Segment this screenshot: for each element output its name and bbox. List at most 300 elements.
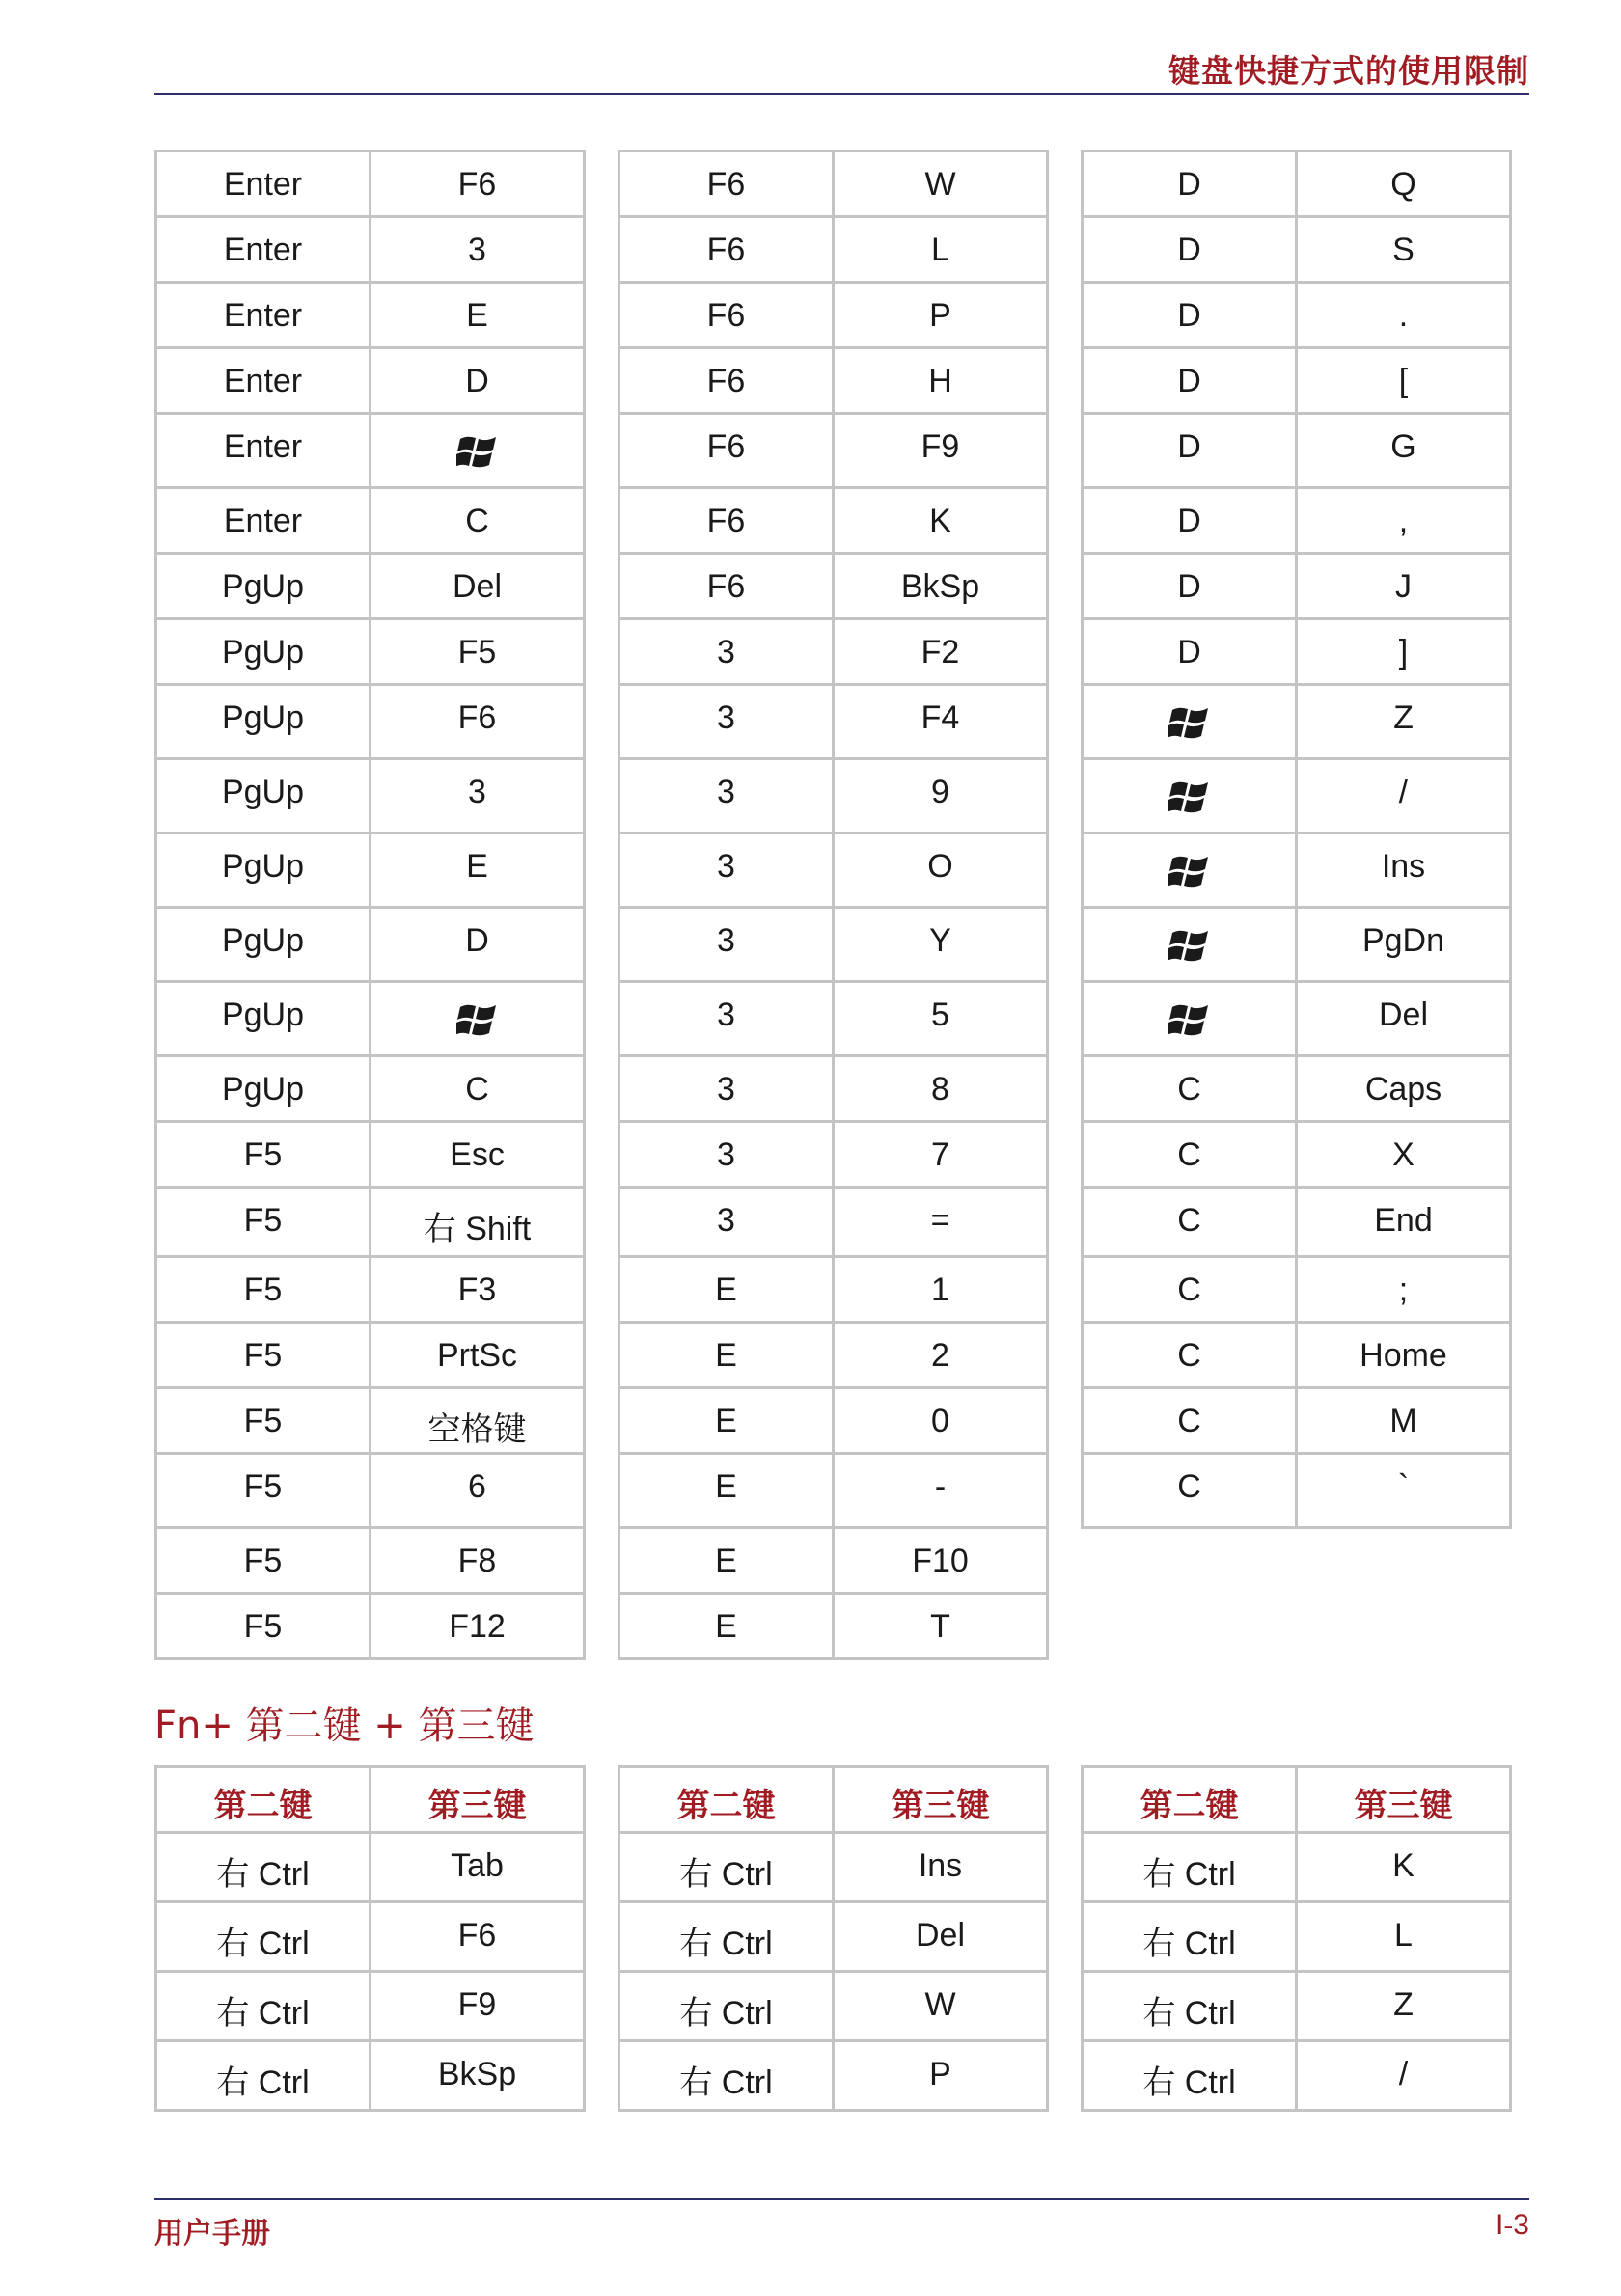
table-row [619,1972,1048,2041]
key-label: 8 [931,1071,949,1107]
first-key-cell [156,834,371,908]
table-row [1083,1188,1511,1257]
key-label: E [715,1337,737,1374]
table-row [156,1122,585,1188]
key-label: Z [1393,1986,1414,2023]
table-row [1083,1454,1511,1528]
key-label: E [715,1543,737,1579]
table-row [156,283,585,348]
table-row [1083,348,1511,414]
key-label: E [715,1271,737,1308]
third-key-cell [1297,1972,1511,2041]
key-label: F5 [243,1543,283,1579]
key-label: . [1398,297,1409,334]
key-label: D [1177,503,1201,539]
key-label: PgUp [221,634,305,670]
table-row [619,1454,1048,1528]
key-label: D [1177,166,1201,203]
table-row [619,488,1048,554]
second-key-cell [156,2041,371,2111]
second-key-cell [371,1323,585,1388]
second-key-cell [834,414,1048,488]
second-key-cell [371,217,585,283]
second-key-cell [834,348,1048,414]
second-key-cell [1083,1833,1297,1902]
key-label: 右 Ctrl [679,1995,773,2032]
table-row [156,151,585,217]
third-key-cell [1297,1833,1511,1902]
first-key-cell [156,1323,371,1388]
key-label: Tab [451,1847,504,1884]
table-header-row [1083,1767,1511,1833]
first-key-cell [619,1323,834,1388]
second-key-cell [619,2041,834,2111]
key-label: D [1177,568,1201,605]
key-label: W [924,166,956,203]
first-key-cell [156,217,371,283]
key-label: C [465,1071,489,1107]
first-key-cell [1083,1188,1297,1257]
key-label: C [1177,1337,1201,1374]
first-key-cell [1083,348,1297,414]
key-label: F3 [457,1271,497,1308]
second-key-cell [619,1902,834,1972]
key-label: F10 [912,1543,969,1579]
second-key-cell [834,283,1048,348]
second-key-cell [371,1122,585,1188]
second-key-cell [1297,217,1511,283]
key-label: K [1392,1847,1415,1884]
first-key-cell [1083,619,1297,685]
second-key-cell [371,414,585,488]
third-key-cell [371,1833,585,1902]
second-key-cell [834,982,1048,1056]
key-label: D [1177,363,1201,399]
key-label: M [1389,1403,1417,1439]
key-label: P [929,297,951,334]
first-key-cell [156,982,371,1056]
second-key-cell [834,554,1048,619]
key-label: Del [452,568,503,605]
key-label: 右 Ctrl [216,2064,310,2101]
first-key-cell [156,1454,371,1528]
third-key-header: 第三键 [1297,1767,1511,1833]
key-label: P [929,2056,951,2092]
table-row [619,2041,1048,2111]
key-label: PgUp [221,568,305,605]
table-row [619,348,1048,414]
table-row [156,348,585,414]
shortcut-table-1 [154,150,586,1660]
key-label: 3 [717,634,735,670]
key-label: F6 [706,503,746,539]
table-row [156,1388,585,1454]
first-key-cell [156,414,371,488]
table-row [1083,982,1511,1056]
key-label: Enter [223,232,303,268]
key-label: D [1177,232,1201,268]
second-key-cell [1297,619,1511,685]
key-label: Enter [223,166,303,203]
first-key-cell [1083,414,1297,488]
second-key-cell [1297,982,1511,1056]
key-label: ` [1397,1468,1410,1505]
first-key-cell [156,1257,371,1323]
first-key-cell [1083,1122,1297,1188]
second-key-cell [371,619,585,685]
key-label: D [465,363,489,399]
key-label: PgUp [221,848,305,885]
second-key-cell [1297,834,1511,908]
second-key-cell [371,554,585,619]
key-label: ] [1398,634,1409,670]
second-key-cell [834,1388,1048,1454]
first-key-cell [619,1257,834,1323]
key-label: D [1177,428,1201,465]
table-row [1083,2041,1511,2111]
table-row [156,834,585,908]
second-key-cell [834,834,1048,908]
key-label: 1 [931,1271,949,1308]
second-key-cell [371,1528,585,1594]
key-label: F4 [920,699,960,736]
fn-table-1 [154,1765,586,2112]
first-key-cell [156,1188,371,1257]
first-key-cell [156,685,371,759]
key-label: PgUp [221,997,305,1033]
key-label: 3 [717,699,735,736]
key-label: 3 [717,997,735,1033]
key-label: PgUp [221,922,305,959]
key-label: F6 [457,699,497,736]
key-label: K [929,503,951,539]
table-row [619,1188,1048,1257]
first-key-cell [156,1388,371,1454]
first-key-cell [1083,1257,1297,1323]
key-label: Ins [918,1847,963,1884]
key-label: D [465,922,489,959]
table-row [619,1528,1048,1594]
table-row [1083,1388,1511,1454]
key-label: 右 Shift [423,1211,532,1247]
key-label: C [1177,1468,1201,1505]
third-key-cell [371,1972,585,2041]
key-label: F6 [457,166,497,203]
table-row [156,759,585,834]
key-label: 右 Ctrl [679,1856,773,1893]
shortcut-table-2 [618,150,1049,1660]
first-key-cell [619,908,834,982]
key-label: L [1394,1917,1413,1954]
first-key-cell [619,685,834,759]
second-key-cell [619,1833,834,1902]
table-row [619,1056,1048,1122]
second-key-cell [1297,1188,1511,1257]
table-row [156,1056,585,1122]
key-label: / [1398,774,1409,810]
second-key-cell [371,1454,585,1528]
second-key-cell [834,1323,1048,1388]
third-key-cell [834,2041,1048,2111]
key-label: , [1398,503,1409,539]
third-key-cell [834,1972,1048,2041]
table-row [1083,685,1511,759]
second-key-cell [1297,1323,1511,1388]
windows-logo-icon [456,1000,499,1041]
first-key-cell [156,908,371,982]
second-key-cell [1297,1388,1511,1454]
second-key-cell [1083,1902,1297,1972]
key-label: 右 Ctrl [216,1926,310,1962]
first-key-cell [1083,1454,1297,1528]
first-key-cell [1083,283,1297,348]
table-row [156,488,585,554]
table-row [156,619,585,685]
table-row [156,1594,585,1659]
page-header-title: 键盘快捷方式的使用限制 [1168,52,1529,90]
table-row [156,1257,585,1323]
key-label: 右 Ctrl [216,1856,310,1893]
key-label: End [1374,1202,1433,1239]
key-label: F6 [706,166,746,203]
first-key-cell [619,619,834,685]
footer-rule [154,2198,1529,2200]
second-key-cell [371,1388,585,1454]
first-key-cell [1083,834,1297,908]
key-label: F5 [243,1136,283,1173]
table-row [156,908,585,982]
table-row [156,1454,585,1528]
second-key-cell [834,488,1048,554]
second-key-cell [371,834,585,908]
first-key-cell [156,554,371,619]
second-key-cell [1297,1257,1511,1323]
second-key-cell [1297,151,1511,217]
key-label: F6 [706,232,746,268]
table-row [619,1122,1048,1188]
key-label: 3 [717,1136,735,1173]
key-label: O [927,848,953,885]
table-row [619,151,1048,217]
second-key-cell [834,1257,1048,1323]
first-key-cell [156,1594,371,1659]
key-label: PgUp [221,1071,305,1107]
first-key-cell [156,1056,371,1122]
key-label: Enter [223,503,303,539]
table-row [619,554,1048,619]
key-label: PgUp [221,699,305,736]
key-label: C [1177,1071,1201,1107]
key-label: D [1177,634,1201,670]
table-row [1083,414,1511,488]
key-label: 3 [717,922,735,959]
table-row [156,1528,585,1594]
key-label: PrtSc [436,1337,518,1374]
first-key-cell [619,348,834,414]
third-key-cell [1297,1902,1511,1972]
key-label: Del [915,1917,966,1954]
fn-table-2 [618,1765,1049,2112]
windows-logo-icon [1168,926,1211,967]
section-title: Fn+ 第二键 + 第三键 [154,1704,535,1748]
table-row [156,2041,585,2111]
windows-logo-icon [1168,1000,1211,1041]
second-key-cell [834,759,1048,834]
table-row [156,1833,585,1902]
shortcut-table-3 [1081,150,1512,1529]
first-key-cell [1083,217,1297,283]
key-label: W [924,1986,956,2023]
table-row [1083,908,1511,982]
first-key-cell [156,1122,371,1188]
key-label: Ins [1381,848,1426,885]
table-row [1083,151,1511,217]
key-label: C [1177,1403,1201,1439]
table-row [156,414,585,488]
windows-logo-icon [1168,852,1211,892]
first-key-cell [1083,554,1297,619]
second-key-cell [156,1972,371,2041]
windows-logo-icon [1168,778,1211,818]
table-row [156,554,585,619]
second-key-cell [371,1257,585,1323]
key-label: F5 [243,1608,283,1645]
first-key-cell [1083,1388,1297,1454]
key-label: 3 [468,774,486,810]
first-key-cell [156,348,371,414]
key-label: F6 [706,363,746,399]
second-key-cell [619,1972,834,2041]
first-key-cell [156,759,371,834]
first-key-cell [1083,759,1297,834]
second-key-cell [156,1833,371,1902]
key-label: 7 [931,1136,949,1173]
table-row [1083,759,1511,834]
first-key-cell [619,1528,834,1594]
key-label: E [715,1403,737,1439]
second-key-cell [371,1594,585,1659]
key-label: Y [929,922,951,959]
table-row [619,908,1048,982]
key-label: E [466,297,488,334]
key-label: 右 Ctrl [1142,1856,1236,1893]
second-key-cell [834,1594,1048,1659]
table-row [1083,1056,1511,1122]
key-label: 右 Ctrl [1142,1926,1236,1962]
key-label: Del [1378,997,1429,1033]
second-key-cell [834,151,1048,217]
table-row [619,1388,1048,1454]
second-key-cell [834,685,1048,759]
second-key-header: 第二键 [156,1767,371,1833]
table-row [619,685,1048,759]
windows-logo-icon [1168,703,1211,744]
table-row [619,834,1048,908]
key-label: Enter [223,363,303,399]
table-row [619,1323,1048,1388]
first-key-cell [619,1388,834,1454]
key-label: - [934,1468,947,1505]
second-key-header: 第二键 [1083,1767,1297,1833]
third-key-cell [834,1833,1048,1902]
key-label: F2 [920,634,960,670]
key-label: 右 Ctrl [1142,1995,1236,2032]
table-row [619,1902,1048,1972]
key-label: PgUp [221,774,305,810]
first-key-cell [156,1528,371,1594]
first-key-cell [619,1594,834,1659]
first-key-cell [1083,151,1297,217]
table-row [156,685,585,759]
first-key-cell [1083,685,1297,759]
key-label: BkSp [437,2056,517,2092]
second-key-cell [1083,2041,1297,2111]
key-label: 3 [717,1071,735,1107]
table-row [1083,283,1511,348]
second-key-cell [1297,348,1511,414]
table-row [1083,619,1511,685]
first-key-cell [156,488,371,554]
key-label: F5 [243,1403,283,1439]
first-key-cell [156,283,371,348]
key-label: E [466,848,488,885]
second-key-cell [1297,759,1511,834]
first-key-cell [619,982,834,1056]
first-key-cell [619,217,834,283]
header-rule [154,93,1529,95]
second-key-cell [834,619,1048,685]
key-label: 空格键 [427,1411,527,1448]
table-row [619,1594,1048,1659]
third-key-cell [1297,2041,1511,2111]
table-row [156,1902,585,1972]
key-label: Z [1393,699,1414,736]
first-key-cell [619,1056,834,1122]
table-row [1083,488,1511,554]
windows-logo-icon [456,432,499,473]
first-key-cell [1083,908,1297,982]
table-row [1083,1323,1511,1388]
table-row [156,982,585,1056]
key-label: = [930,1202,950,1239]
second-key-cell [834,217,1048,283]
table-row [1083,1257,1511,1323]
key-label: Enter [223,428,303,465]
key-label: PgDn [1361,922,1445,959]
first-key-cell [619,414,834,488]
first-key-cell [156,151,371,217]
key-label: C [1177,1271,1201,1308]
second-key-cell [1297,1122,1511,1188]
key-label: F9 [920,428,960,465]
key-label: [ [1398,363,1409,399]
third-key-cell [371,2041,585,2111]
table-row [619,283,1048,348]
key-label: F5 [243,1337,283,1374]
second-key-cell [1083,1972,1297,2041]
key-label: Q [1390,166,1416,203]
second-key-cell [834,1056,1048,1122]
table-row [156,217,585,283]
key-label: F6 [706,568,746,605]
key-label: C [1177,1136,1201,1173]
table-header-row [619,1767,1048,1833]
second-key-cell [371,685,585,759]
key-label: F6 [457,1917,497,1954]
first-key-cell [619,1188,834,1257]
key-label: Enter [223,297,303,334]
key-label: 9 [931,774,949,810]
